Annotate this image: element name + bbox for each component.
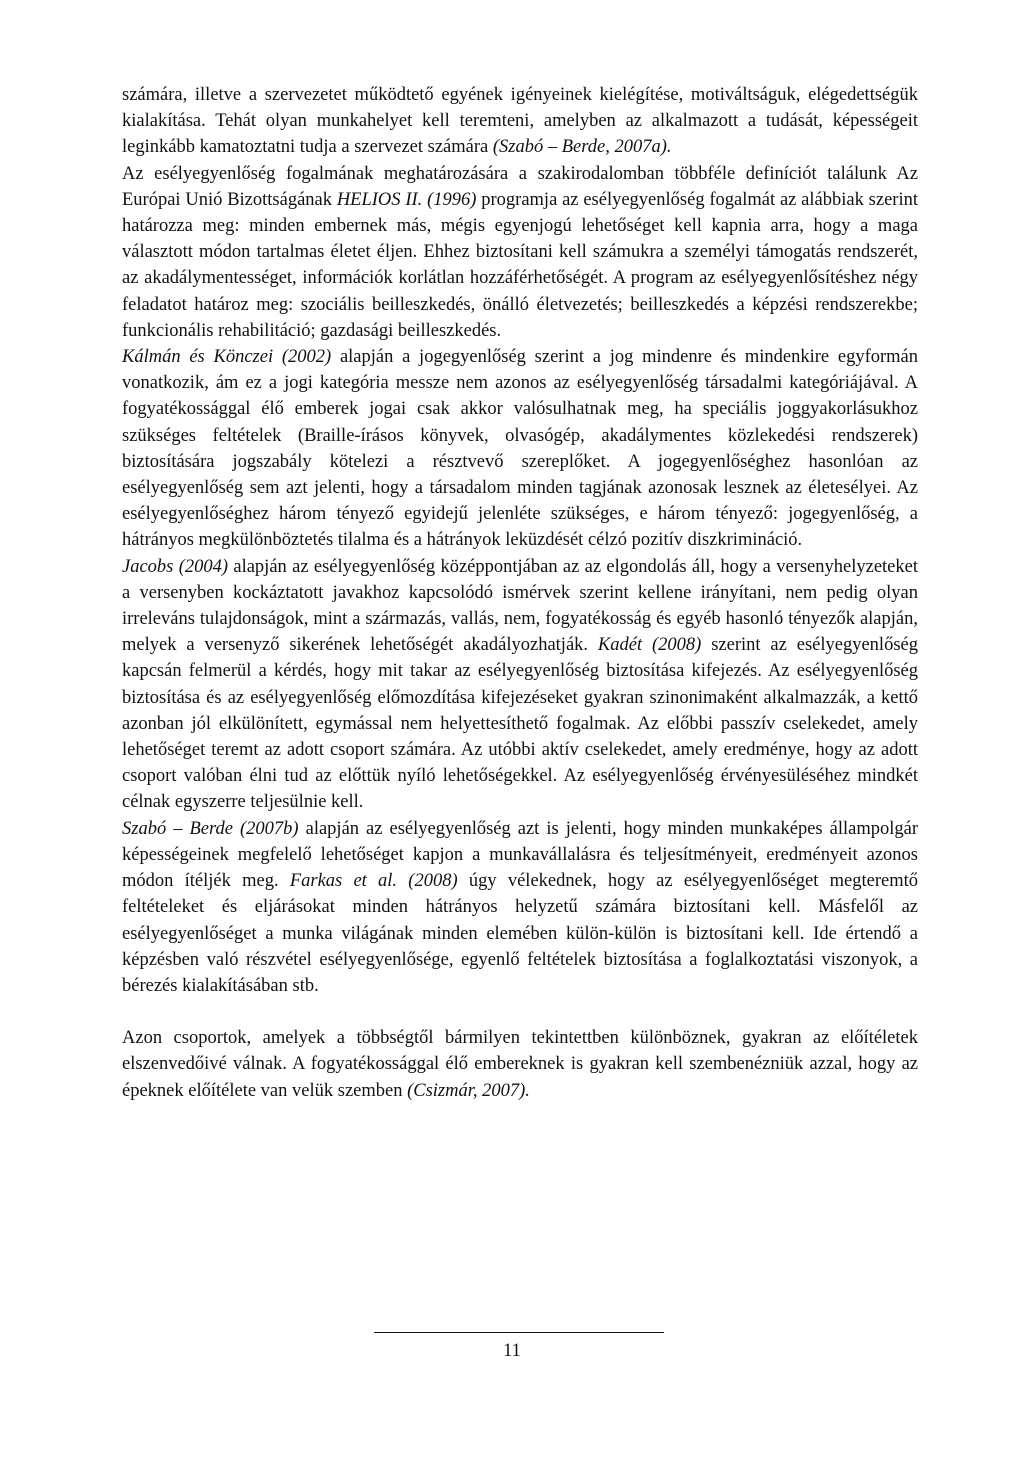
footer-divider bbox=[374, 1332, 664, 1333]
text-run: programja az esélyegyenlőség fogalmát az alábbiak szerint határozza meg: minden embernek más, mégis egyenjogú lehetőséget kell kapnia arra, hogy a maga választott módon tartalmas életet éljen. Ehhez biztosítani kell számukra a személyi támogatás rendszerét, az akadálymentességet, információk korlátlan hozzáférhetőségét. A program az esélyegyenlősítéshez négy feladatot határoz meg: szociális beilleszkedés, önálló életvezetés; beilleszkedés a képzési rendszerekbe; funkcionális rehabilitáció; gazdasági beilleszkedés. bbox=[122, 189, 918, 341]
citation: (Csizmár, 2007). bbox=[407, 1080, 530, 1101]
citation: Kadét (2008) bbox=[597, 635, 702, 656]
paragraph-4 bbox=[122, 554, 918, 816]
text-run: Azon csoportok, amelyek a többségtől bármilyen tekintettben különböznek, gyakran az előítéletek elszenvedőivé válnak. A fogyatékossággal élő embereknek is gyakran kell szembenézniük azzal, hogy az épeknek előítélete van velük szemben bbox=[122, 1028, 918, 1101]
text-run: úgy vélekednek, hogy az esélyegyenlőséget megteremtő feltételeket és eljárásokat minden hátrányos helyzetű számára biztosítani kell. Másfelől az esélyegyenlőséget a munka világának minden elemében külön-külön is biztosítani kell. Ide értendő a képzésben való részvétel esélyegyenlősége, egyenlő feltételek biztosítása a foglalkoztatási viszonyok, a bérezés kialakításában stb. bbox=[122, 871, 918, 996]
text-run: alapján a jogegyenlőség szerint a jog mindenre és mindenkire egyformán vonatkozik, ám ez a jogi kategória messze nem azonos az esélyegyenlőség társadalmi kategóriájával. A fogyatékossággal élő emberek jogai csak akkor valósulhatnak meg, ha speciális joggyakorlásukhoz szükséges feltételek (Braille-írásos könyvek, olvasógép, akadálymentes közlekedési rendszerek) biztosítására jogszabály kötelezi a résztvevő szereplőket. A jogegyenlőséghez hasonlóan az esélyegyenlőség sem azt jelenti, hogy a társadalom minden tagjának azonosak lesznek az életesélyei. Az esélyegyenlőséghez három tényező egyidejű jelenléte szükséges, e három tényező: jogegyenlőség, a hátrányos megkülönböztetés tilalma és a hátrányok leküzdését célzó pozitív diszkrimináció. bbox=[122, 347, 918, 551]
text-run: számára, illetve a szervezetet működtető egyének igényeinek kielégítése, motiváltságuk, elégedettségük kialakítása. Tehát olyan munkahelyet kell teremteni, amelyben az alkalmazott a tudását, képességeit leginkább kamatoztatni tudja a szervezet számára bbox=[122, 85, 918, 158]
body-text bbox=[122, 82, 918, 1104]
paragraph-1 bbox=[122, 82, 918, 161]
citation: Kálmán és Könczei (2002) bbox=[122, 347, 332, 368]
text-run: alapján az esélyegyenlőség középpontjában az az elgondolás áll, hogy a versenyhelyzeteket a versenyben kockáztatott javakhoz kapcsolódó ismérvek szerint kellene irányítani, nem pedig olyan irreleváns tulajdonságok, mint a származás, vallás, nem, fogyatékosság és egyéb hasonló tényezők alapján, melyek a versenyző sikerének lehetőségét akadályozhatják. bbox=[122, 556, 918, 656]
citation: (Szabó – Berde, 2007a). bbox=[492, 137, 672, 158]
paragraph-6 bbox=[122, 1025, 918, 1104]
text-run: Az esélyegyenlőség fogalmának meghatározására a szakirodalomban többféle definíciót találunk Az Európai Unió Bizottságának bbox=[122, 163, 918, 210]
citation: Szabó – Berde (2007b) bbox=[122, 818, 299, 839]
text-run: szerint az esélyegyenlőség kapcsán felmerül a kérdés, hogy mit takar az esélyegyenlőség biztosítása kifejezés. Az esélyegyenlőség biztosítása és az esélyegyenlőség előmozdítása kifejezéseket gyakran szinonimaként alkalmazzák, a kettő azonban jól elkülönített, egymással nem helyettesíthető fogalmak. Az előbbi passzív cselekedet, amely lehetőséget teremt az adott csoport számára. Az utóbbi aktív cselekedet, amely eredménye, hogy az adott csoport valóban élni tud az előttük nyíló lehetőségekkel. Az esélyegyenlőség érvényesüléséhez mindkét célnak egyszerre teljesülnie kell. bbox=[122, 635, 918, 813]
citation: Jacobs (2004) bbox=[122, 556, 229, 577]
paragraph-5 bbox=[122, 816, 918, 999]
text-run: alapján az esélyegyenlőség azt is jelenti, hogy minden munkaképes állampolgár képességeinek megfelelő lehetőséget kapjon a munkavállalásra és teljesítményeit, eredményeit azonos módon ítéljék meg. bbox=[122, 818, 918, 892]
paragraph-2 bbox=[122, 161, 918, 344]
paragraph-3 bbox=[122, 344, 918, 554]
citation: Farkas et al. (2008) bbox=[289, 871, 458, 892]
citation: HELIOS II. (1996) bbox=[336, 189, 477, 210]
page-number: 11 bbox=[503, 1341, 521, 1361]
